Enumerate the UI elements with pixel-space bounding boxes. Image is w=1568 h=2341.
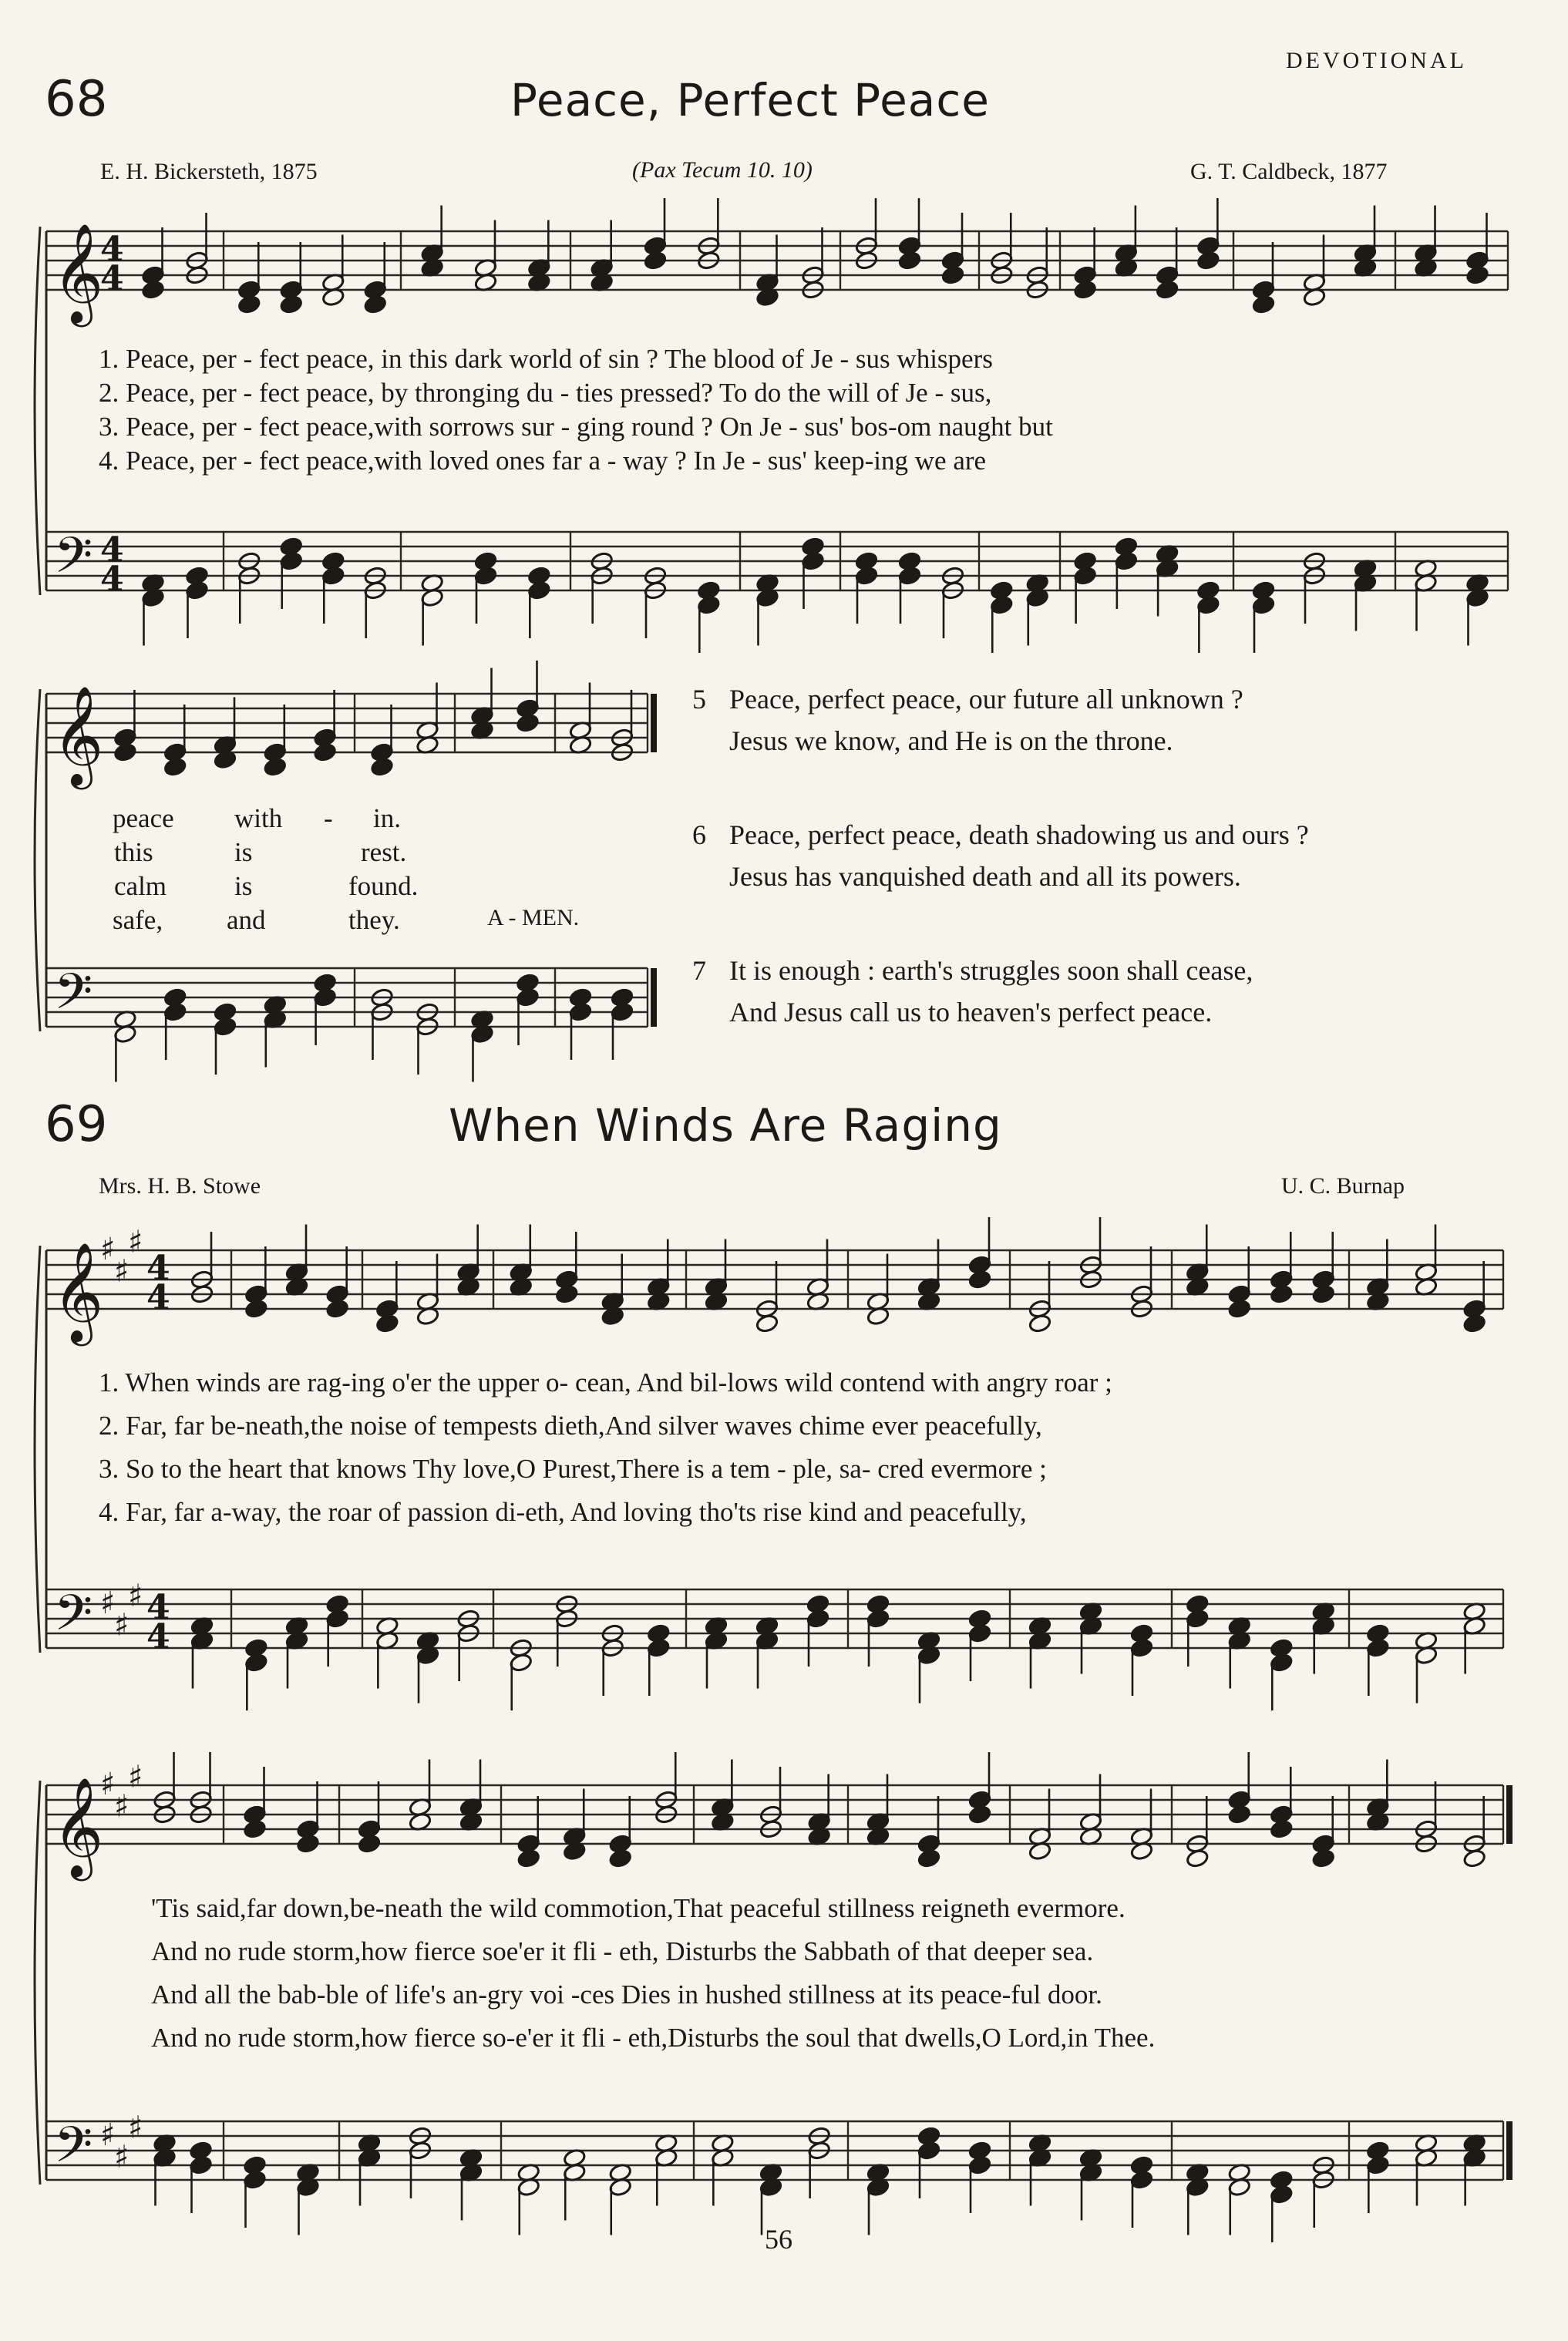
sharp-sign: ♯ <box>114 1253 130 1290</box>
hymn-title: Peace, Perfect Peace <box>510 74 990 126</box>
note-head <box>917 1848 941 1868</box>
time-signature: 4 <box>100 560 124 599</box>
sharp-sign: ♯ <box>128 1224 143 1260</box>
sharp-sign: ♯ <box>114 1788 130 1825</box>
hymn-author: E. H. Bickersteth, 1875 <box>100 159 318 184</box>
note-head <box>1270 1819 1294 1839</box>
brace <box>35 227 40 595</box>
lyric-word: they. <box>348 905 400 935</box>
note-head <box>1196 251 1220 271</box>
note-head <box>313 742 337 762</box>
note-head <box>898 251 922 271</box>
hymn-number: 69 <box>45 1096 108 1153</box>
hymn-tune: (Pax Tecum 10. 10) <box>632 157 813 183</box>
note-head <box>244 1299 268 1319</box>
lyric-line: 3. So to the heart that knows Thy love,O Purest,There is a tem - ple, sa- cred evermore ; <box>99 1454 1047 1484</box>
hymn-author: Mrs. H. B. Stowe <box>99 1173 261 1199</box>
note-head <box>1028 1313 1052 1334</box>
lyric-line: 4. Far, far a-way, the roar of passion di-eth, And loving tho'ts rise kind and peacefully, <box>99 1497 1027 1527</box>
note-head <box>555 1284 579 1304</box>
lyric-word: in. <box>373 803 401 833</box>
note-head <box>1270 1284 1294 1304</box>
note-head <box>113 742 137 762</box>
note-head <box>279 294 303 314</box>
lyric-word: found. <box>348 871 419 901</box>
note-head <box>325 1299 349 1319</box>
bass-clef: 𝄢 <box>54 527 93 597</box>
time-signature: 4 <box>100 530 124 570</box>
brace <box>35 1246 40 1653</box>
bass-clef: 𝄢 <box>54 2117 93 2186</box>
lyric-word: with <box>234 803 283 833</box>
bass-clef: 𝄢 <box>54 1585 93 1654</box>
lyric-line: 1. Peace, per - fect peace, in this dark world of sin ? The blood of Je - sus whispers <box>99 344 993 374</box>
treble-clef: 𝄞 <box>52 1242 104 1342</box>
lyric-line: And all the bab-ble of life's an-gry voi -ces Dies in hushed stillness at its peace-ful door. <box>151 1979 1102 2010</box>
note-head <box>358 1834 382 1854</box>
note-head <box>516 713 540 733</box>
note-head <box>755 1313 779 1334</box>
lyric-word: rest. <box>361 837 407 867</box>
lyric-word: A - MEN. <box>487 905 580 930</box>
time-signature: 4 <box>100 230 124 269</box>
note-head <box>264 757 288 777</box>
final-barline <box>1506 1785 1512 1844</box>
lyric-word: is <box>234 871 253 901</box>
note-head <box>1311 1284 1335 1304</box>
treble-clef: 𝄞 <box>52 685 104 785</box>
lyric-line: And no rude storm,how fierce so-e'er it fli - eth,Disturbs the soul that dwells,O Lord,in Thee. <box>151 2023 1156 2053</box>
bass-clef: 𝄢 <box>54 964 93 1033</box>
time-signature: 4 <box>146 1278 170 1317</box>
note-head <box>1462 1848 1486 1868</box>
note-head <box>1465 265 1489 285</box>
sharp-sign: ♯ <box>100 2117 116 2153</box>
sharp-sign: ♯ <box>128 2110 143 2146</box>
note-head <box>968 1270 992 1290</box>
note-head <box>1186 1848 1210 1868</box>
treble-clef: 𝄞 <box>52 223 104 323</box>
lyric-line: 2. Far, far be-neath,the noise of tempests dieth,And silver waves chime ever peacefully, <box>99 1411 1042 1441</box>
page-category: DEVOTIONAL <box>1286 48 1467 73</box>
note-head <box>1311 1848 1335 1868</box>
note-head <box>1227 1299 1251 1319</box>
note-head <box>141 280 165 300</box>
lyric-line: 1. When winds are rag-ing o'er the upper o- cean, And bil-lows wild contend with angry roar ; <box>99 1367 1112 1398</box>
sharp-sign: ♯ <box>100 1586 116 1621</box>
note-head <box>1462 1313 1486 1334</box>
extra-stanza: 5 Peace, perfect peace, our future all unknown ? Jesus we know, and He is on the throne. <box>692 684 1243 756</box>
note-head <box>1227 1805 1251 1825</box>
lyric-word: calm <box>114 871 167 901</box>
note-head <box>1156 280 1179 300</box>
hymn-composer: U. C. Burnap <box>1281 1173 1405 1199</box>
lyric-word: this <box>114 837 153 867</box>
note-head <box>1073 280 1097 300</box>
extra-stanza: 6 Peace, perfect peace, death shadowing us and ours ? Jesus has vanquished death and all its powers. <box>692 819 1309 892</box>
hymn-composer: G. T. Caldbeck, 1877 <box>1190 159 1388 184</box>
lyric-word: peace <box>113 803 174 833</box>
note-head <box>370 757 394 777</box>
final-barline <box>651 694 657 752</box>
sharp-sign: ♯ <box>114 2139 130 2175</box>
final-barline <box>651 968 657 1027</box>
lyric-line: 3. Peace, per - fect peace,with sorrows sur - ging round ? On Je - sus' bos-om naught but <box>99 412 1053 442</box>
note-head <box>163 757 187 777</box>
brace <box>35 1781 40 2185</box>
note-head <box>1252 294 1276 314</box>
lyric-word: safe, <box>113 905 163 935</box>
extra-stanza: 7 It is enough : earth's struggles soon shall cease, And Jesus call us to heaven's perfect peace. <box>692 955 1253 1028</box>
note-head <box>516 1848 540 1868</box>
note-head <box>363 294 387 314</box>
note-head <box>968 1805 992 1825</box>
sharp-sign: ♯ <box>128 1578 143 1614</box>
lyric-word: - <box>324 803 333 833</box>
lyric-word: and <box>227 905 266 935</box>
note-head <box>941 265 965 285</box>
final-barline <box>1506 2121 1512 2180</box>
lyric-word: is <box>234 837 253 867</box>
note-head <box>296 1834 320 1854</box>
time-signature: 4 <box>146 1617 170 1657</box>
sharp-sign: ♯ <box>100 1232 116 1267</box>
time-signature: 4 <box>146 1588 170 1627</box>
time-signature: 4 <box>100 259 124 298</box>
time-signature: 4 <box>146 1249 170 1288</box>
hymn-number: 68 <box>45 71 108 128</box>
sharp-sign: ♯ <box>128 1759 143 1795</box>
brace <box>35 689 40 1031</box>
lyric-line: And no rude storm,how fierce soe'er it fli - eth, Disturbs the Sabbath of that deeper sea. <box>151 1936 1094 1966</box>
hymn-title: When Winds Are Raging <box>449 1099 1002 1152</box>
sharp-sign: ♯ <box>100 1767 116 1802</box>
treble-clef: 𝄞 <box>52 1777 104 1877</box>
note-head <box>243 1819 267 1839</box>
sharp-sign: ♯ <box>114 1607 130 1643</box>
lyric-line: 'Tis said,far down,be-neath the wild commotion,That peaceful stillness reigneth evermore. <box>151 1893 1126 1923</box>
page-number: 56 <box>765 2224 792 2255</box>
lyric-line: 4. Peace, per - fect peace,with loved ones far a - way ? In Je - sus' keep-ing we are <box>99 446 987 476</box>
note-head <box>644 251 668 271</box>
note-head <box>608 1848 632 1868</box>
note-head <box>375 1313 399 1334</box>
lyric-line: 2. Peace, per - fect peace, by thronging du - ties pressed? To do the will of Je - sus, <box>99 378 992 408</box>
note-head <box>237 294 261 314</box>
